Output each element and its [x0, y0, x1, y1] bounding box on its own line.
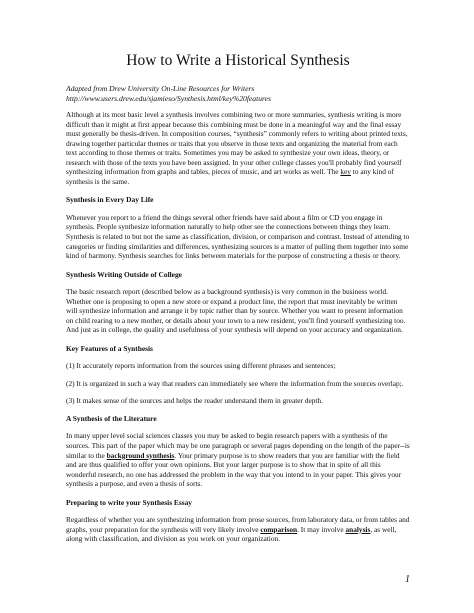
section-heading-everyday: Synthesis in Every Day Life: [66, 195, 154, 205]
section-body-outside-college: The basic research report (described below as a background synthesis) is very common in the business world. Whether one is proposing to open a new store or expand a product line, the report that must inevitably be written will synthesize information and arrange it by topic rather than by source. Whether you want to present information on child rearing to a new mother, or details about your town to a new resident, you'll find yourself synthesizing too. And just as in college, the quality and usefulness of your synthesis will depend on your accuracy and organization.: [66, 287, 406, 335]
page-number: 1: [405, 574, 410, 585]
literature-text-end: . Your primary purpose is to show readers that you are familiar with the field and are thus qualified to offer your own opinions. But your larger purpose is to show that in spite of all this wonderful research, no one has addressed the problem in the way that you intend to in your paper. This gives your synthesis a purpose, and even a thesis of sorts.: [66, 450, 402, 489]
key-feature-item: (1) It accurately reports information from the sources using different phrases and sentences;: [66, 361, 336, 371]
key-feature-item: (3) It makes sense of the sources and helps the reader understand them in greater depth.: [66, 396, 323, 406]
preparing-text-end: , as well, along with classification, and division as you work on your organization.: [66, 524, 397, 544]
literature-term: background synthesis: [106, 450, 175, 460]
section-heading-preparing: Preparing to write your Synthesis Essay: [66, 497, 192, 507]
key-feature-item: (2) It is organized in such a way that readers can immediately see where the information from the sources overlap;.: [66, 378, 404, 388]
section-heading-literature: A Synthesis of the Literature: [66, 413, 157, 423]
source-attribution: [66, 84, 410, 104]
source-credit: Adapted from Drew University On-Line Resources for Writers: [66, 84, 255, 93]
section-heading-key-features: Key Features of a Synthesis: [66, 343, 153, 353]
section-body-everyday: Whenever you report to a friend the things several other friends have said about a film or CD you engage in synthesis. People synthesize information naturally to help other see the connections between things they learn. Synthesis is related to but not the same as classification, division, or comparison and contrast. Instead of attending to categories or finding similarities and differences, synthesizing sources is a matter of pulling them together into some kind of harmony. Synthesis searches for links between materials for the purpose of constructing a thesis or theory.: [66, 212, 410, 261]
section-body-literature: [66, 431, 410, 488]
source-url: http://www.users.drew.edu/sjamieso/Synthesis.html/key%20features: [66, 94, 272, 103]
preparing-text-middle: . It may involve: [297, 524, 346, 534]
intro-text-end: to any kind of synthesis is the same.: [66, 167, 394, 186]
document-title: How to Write a Historical Synthesis: [126, 52, 350, 69]
section-heading-outside-college: Synthesis Writing Outside of College: [66, 269, 182, 279]
intro-key-word: key: [340, 167, 351, 177]
section-body-preparing: [66, 515, 410, 544]
literature-text: In many upper level social sciences classes you may be asked to begin research papers with a synthesis of the sources. This part of the paper which may be one paragraph or several pages depending on the length of the paper--is similar to the: [66, 431, 410, 460]
intro-text: Although at its most basic level a synthesis involves combining two or more summaries, synthesis writing is more difficult than it might at first appear because this combining must be done in a meaningful way and the final essay must generally be thesis-driven. In composition courses, “synthesis” commonly refers to writing about printed texts, drawing together particular themes or traits that you observe in those texts and organizing the material from each text according to those themes or traits. Sometimes you may be asked to synthesize your own ideas, theory, or research with those of the texts you have been assigned. In your other college classes you'll probably find yourself synthesizing information from graphs and tables, pieces of music, and art works as well. The: [66, 110, 408, 177]
preparing-text: Regardless of whether you are synthesizing information from prose sources, from laboratory data, or from tables and graphs, your preparation for the synthesis will very likely involve: [66, 515, 410, 534]
intro-paragraph: [66, 110, 410, 186]
preparing-term-comparison: comparison: [260, 524, 298, 534]
preparing-term-analysis: analysis: [345, 524, 371, 534]
